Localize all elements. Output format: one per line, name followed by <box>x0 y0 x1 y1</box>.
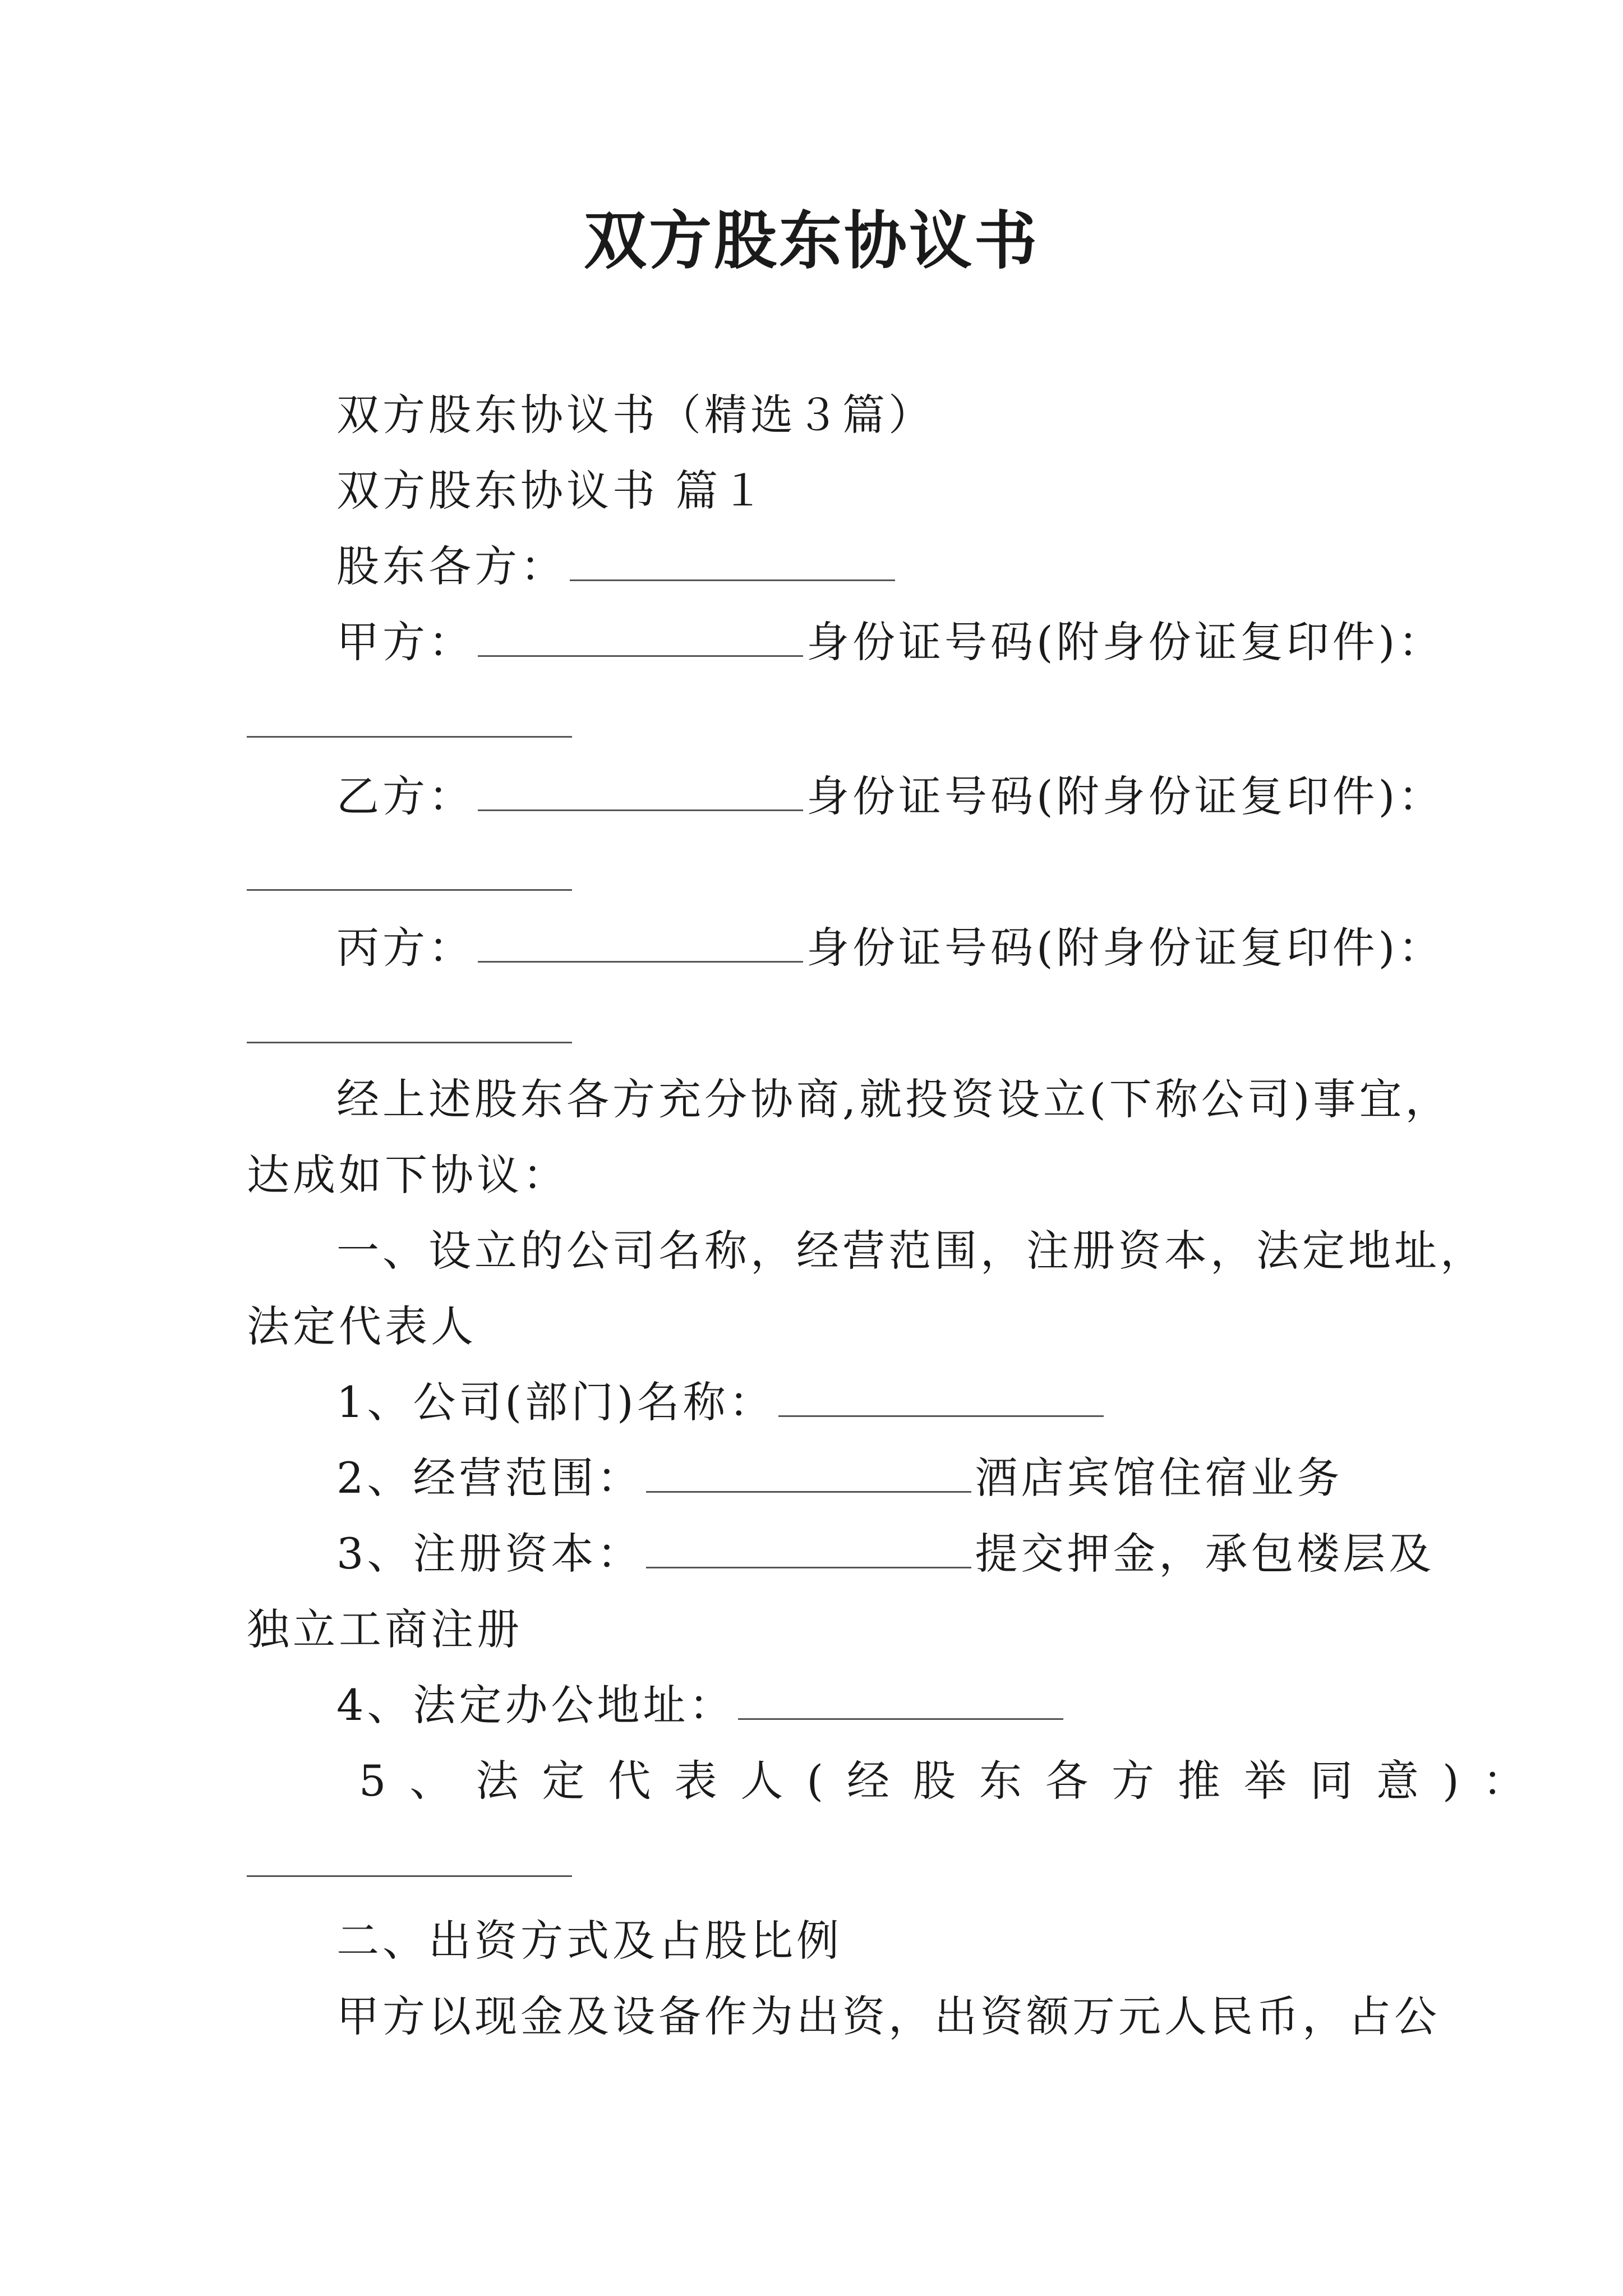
party-a-id-blank <box>247 736 572 738</box>
registered-capital-value: 提交押金，承包楼层及 <box>975 1529 1435 1579</box>
business-scope-value: 酒店宾馆住宿业务 <box>975 1453 1343 1503</box>
party-c-label: 丙方： <box>336 923 474 973</box>
party-b-id-label: 身份证号码(附身份证复印件)： <box>806 771 1445 821</box>
registered-capital-label: 3、注册资本： <box>336 1529 643 1579</box>
party-b-name-blank <box>478 776 803 811</box>
section-heading: 双方股东协议书 篇１ <box>336 466 768 516</box>
paragraph-line: 甲方以现金及设备作为出资，出资额万元人民币，占公 <box>336 1991 1440 2041</box>
subtitle-line: 双方股东协议书（精选３篇） <box>336 390 934 440</box>
party-b-line <box>336 769 1444 825</box>
company-name-blank <box>778 1382 1104 1417</box>
page-title: 双方股东协议书 <box>584 204 1039 278</box>
business-scope-line <box>336 1450 1343 1506</box>
office-address-blank <box>738 1685 1063 1720</box>
shareholders-blank <box>570 546 895 581</box>
paragraph-line: 法定代表人 <box>247 1301 477 1351</box>
section-heading: 二、出资方式及占股比例 <box>336 1916 842 1966</box>
section-heading: 一、设立的公司名称，经营范围，注册资本，法定地址， <box>336 1226 1486 1276</box>
business-scope-label: 2、经营范围： <box>336 1453 643 1503</box>
paragraph-line: 独立工商注册 <box>247 1604 523 1654</box>
party-a-id-label: 身份证号码(附身份证复印件)： <box>806 617 1445 667</box>
party-b-id-blank <box>247 889 572 891</box>
paragraph-line: 达成如下协议： <box>247 1150 569 1200</box>
party-c-id-label: 身份证号码(附身份证复印件)： <box>806 923 1445 973</box>
shareholders-line <box>336 539 898 595</box>
business-scope-blank <box>646 1457 971 1493</box>
company-name-label: 1、公司(部门)名称： <box>336 1377 775 1427</box>
party-c-name-blank <box>478 927 803 963</box>
party-a-line <box>336 614 1444 670</box>
office-address-line <box>336 1677 1067 1733</box>
shareholders-label: 股东各方： <box>336 541 566 591</box>
registered-capital-blank <box>646 1533 971 1568</box>
legal-representative-blank <box>247 1875 572 1877</box>
party-a-name-blank <box>478 622 803 657</box>
party-b-label: 乙方： <box>336 771 474 821</box>
office-address-label: 4、法定办公地址： <box>336 1680 735 1730</box>
paragraph-line: 经上述股东各方充分协商,就投资设立(下称公司)事宜， <box>336 1074 1451 1124</box>
legal-representative-line: 5、法定代表人(经股东各方推举同意)： <box>359 1756 1549 1806</box>
company-name-line <box>336 1374 1107 1430</box>
party-c-id-blank <box>247 1042 572 1043</box>
registered-capital-line <box>336 1526 1435 1582</box>
party-a-label: 甲方： <box>336 617 474 667</box>
party-c-line <box>336 920 1444 976</box>
